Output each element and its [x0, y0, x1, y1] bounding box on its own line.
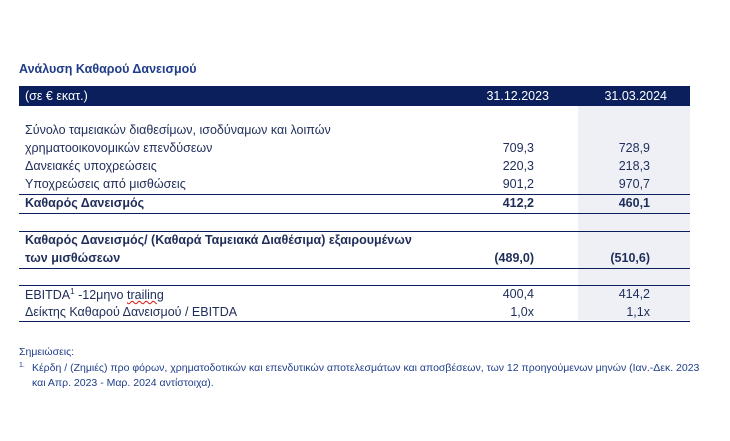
value-2024: 728,9: [618, 141, 650, 155]
value-2023: 1,0x: [510, 305, 534, 319]
row-label: των μισθώσεων: [25, 251, 121, 265]
table-header: [19, 86, 690, 106]
value-2023: 400,4: [502, 287, 534, 301]
value-2024: 970,7: [618, 177, 650, 191]
divider: [19, 268, 690, 269]
row-label: [25, 287, 164, 302]
divider: [19, 321, 690, 322]
value-2023: 412,2: [502, 196, 534, 210]
notes-section: [19, 346, 700, 389]
value-2024: (510,6): [610, 251, 650, 265]
divider: [19, 213, 690, 214]
value-2023: (489,0): [494, 251, 534, 265]
row-label: Σύνολο ταμειακών διαθεσίμων, ισοδύναμων και λοιπών: [25, 123, 331, 137]
note-1: [19, 361, 709, 391]
divider: [19, 231, 690, 232]
ebitda-suffix: -12μηνο: [74, 288, 124, 303]
row-label: Υποχρεώσεις από μισθώσεις: [25, 177, 186, 191]
row-label: Δείκτης Καθαρού Δανεισμού / EBITDA: [25, 305, 238, 319]
footnote-marker: 1: [70, 287, 75, 296]
column-header-2023: 31.12.2023: [486, 89, 549, 103]
value-2023: 901,2: [502, 177, 534, 191]
page-title: Ανάλυση Καθαρού Δανεισμού: [19, 62, 197, 76]
column-header-2024: 31.03.2024: [604, 89, 667, 103]
ebitda-label: EBITDA: [25, 288, 71, 303]
divider: [19, 194, 690, 195]
notes-heading: Σημειώσεις:: [19, 346, 75, 358]
note-number: 1.: [19, 362, 25, 369]
row-label: Καθαρός Δανεισμός/ (Καθαρά Ταμειακά Διαθέσιμα) εξαιρουμένων: [25, 233, 412, 247]
unit-header: (σε € εκατ.): [25, 89, 88, 103]
note-text: Κέρδη / (Ζημιές) προ φόρων, χρηματοδοτικών και επενδυτικών αποτελεσμάτων και αποσβέσεων, των 12 προηγούμενων μηνών (Ιαν.-Δεκ. 2023 και Απρ. 2023 - Μαρ. 2024 αντίστοιχα).: [32, 362, 700, 389]
row-label: Καθαρός Δανεισμός: [25, 196, 145, 210]
row-label: Δανειακές υποχρεώσεις: [25, 159, 157, 173]
value-2023: 220,3: [502, 159, 534, 173]
value-2024: 218,3: [618, 159, 650, 173]
row-label: χρηματοοικονομικών επενδύσεων: [25, 141, 213, 155]
value-2024: 1,1x: [626, 305, 650, 319]
ebitda-trailing: trailing: [127, 288, 164, 303]
divider: [19, 285, 690, 286]
value-2023: 709,3: [502, 141, 534, 155]
value-2024: 460,1: [618, 196, 650, 210]
value-2024: 414,2: [618, 287, 650, 301]
